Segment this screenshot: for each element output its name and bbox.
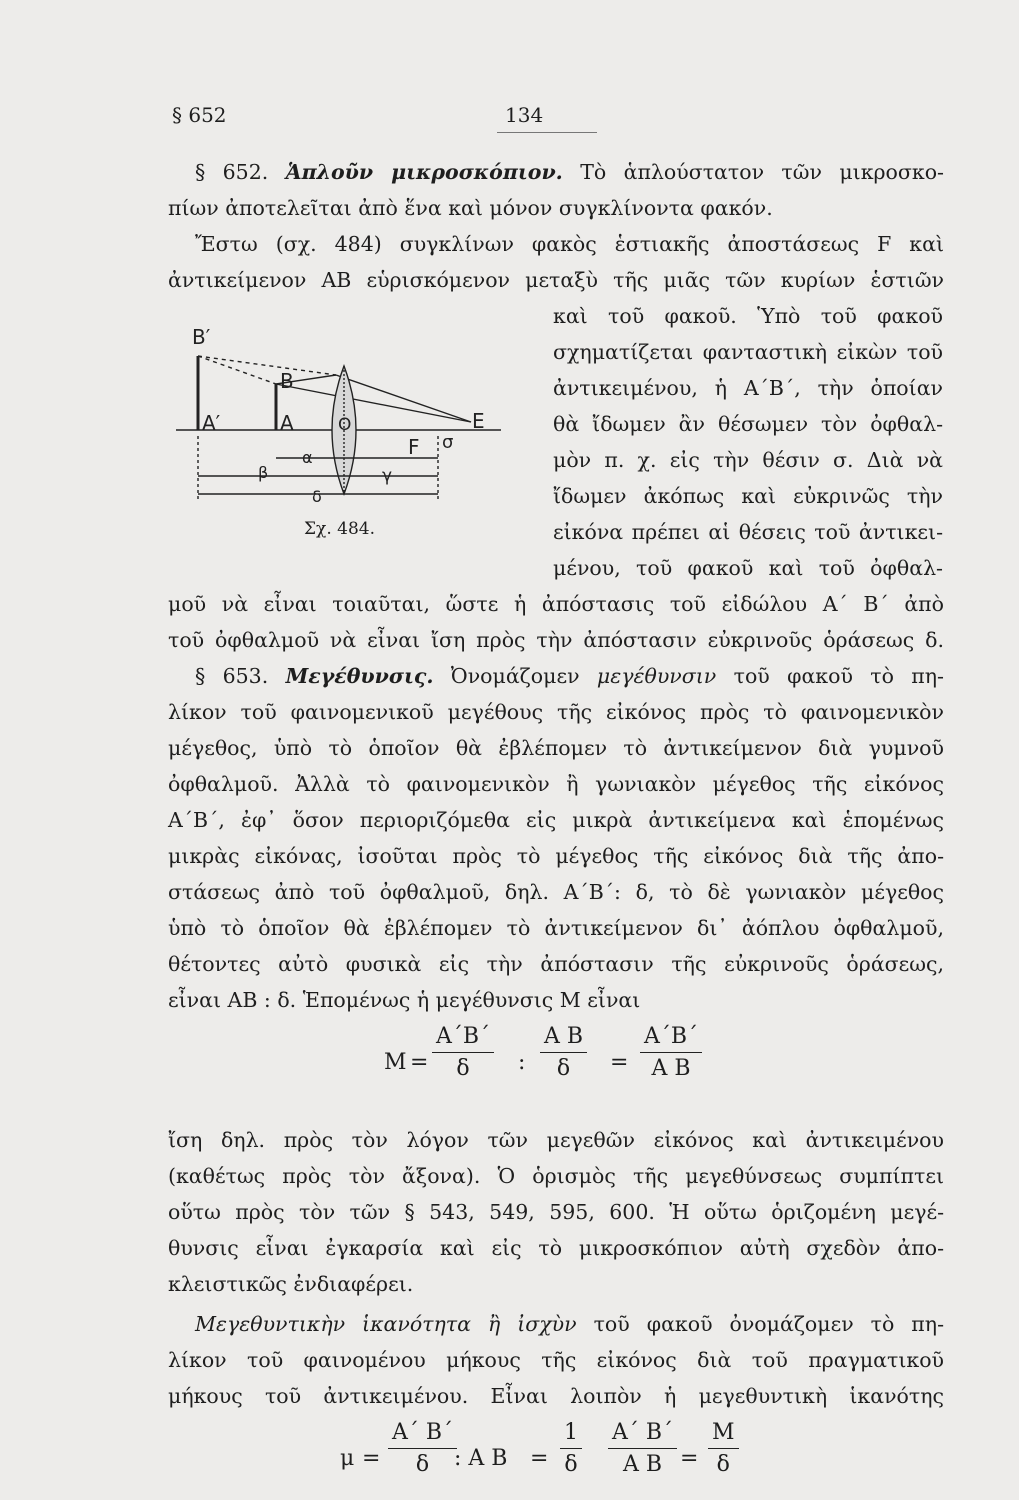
s653-line-3: μέγεθος, ὑπὸ τὸ ὁποῖον θὰ ἐβλέπομεν τὸ ἀντικείμενον διὰ γυμνοῦ [168,736,944,760]
s653-line-6: μικρὰς εἰκόνας, ἰσοῦται πρὸς τὸ μέγεθος τῆς εἰκόνος διὰ τῆς ἀπο- [168,844,944,868]
label-delta: δ [312,487,322,506]
s652-line-4: ἀντικείμενον ΑΒ εὑρισκόμενον μεταξὺ τῆς μιᾶς τῶν κυρίων ἑστιῶν [168,268,944,292]
s652-line-6: τοῦ ὀφθαλμοῦ νὰ εἶναι ἴση πρὸς τὴν ἀπόστασιν εὐκρινοῦς ὁράσεως δ. [168,628,944,652]
label-a: A [280,411,294,435]
figure-caption: Σχ. 484. [304,519,375,539]
s653-number: § 653. [195,664,269,688]
label-gamma: γ [382,466,393,486]
s652-line-1: § 652. Ἁπλοῦν μικροσκόπιον. Τὸ ἁπλούστατον τῶν μικροσκο- [195,160,944,184]
label-alpha: α [302,448,313,467]
label-sigma: σ [442,432,454,453]
s653-line-10: εἶναι ΑΒ : δ. Ἑπομένως ἡ μεγέθυνσις Μ εἶναι [168,988,641,1012]
s653-line-8: ὑπὸ τὸ ὁποῖον θὰ ἐβλέπομεν τὸ ἀντικείμενον δι᾽ ἀόπλου ὀφθαλμοῦ, [168,916,944,940]
label-beta: β [258,463,269,482]
power-line-1: Μεγεθυντικὴν ἱκανότητα ἢ ἰσχὺν τοῦ φακοῦ ὀνομάζομεν τὸ πη- [195,1312,944,1336]
s653-line-13: οὕτω πρὸς τὸν τῶν § 543, 549, 595, 600. Ἡ οὕτω ὁριζομένη μεγέ- [168,1200,944,1224]
virtual-ray-2 [198,356,336,375]
label-f: F [408,435,420,459]
s652-narrow-8: μένου, τοῦ φακοῦ καὶ τοῦ ὀφθαλ- [553,556,943,580]
s653-line-15: κλειστικῶς ἐνδιαφέρει. [168,1272,414,1296]
s653-line-7: στάσεως ἀπὸ τοῦ ὀφθαλμοῦ, δηλ. Α΄Β΄: δ, τὸ δὲ γωνιακὸν μέγεθος [168,880,944,904]
label-a-prime: A′ [202,411,221,435]
s653-line-1: § 653. Μεγέθυνσις. Ὀνομάζομεν μεγέθυνσιν τοῦ φακοῦ τὸ πη- [195,664,944,688]
s652-narrow-3: ἀντικειμένου, ἡ Α΄Β΄, τὴν ὁποίαν [553,376,943,400]
s652-narrow-7: εἰκόνα πρέπει αἱ θέσεις τοῦ ἀντικει- [553,520,943,544]
s653-heading: Μεγέθυνσις. [285,664,434,688]
ray-refracted [336,375,471,422]
s653-line-11: ἴση δηλ. πρὸς τὸν λόγον τῶν μεγεθῶν εἰκόνος καὶ ἀντικειμένου [168,1128,944,1152]
s652-narrow-4: θὰ ἴδωμεν ἂν θέσωμεν τὸν ὀφθαλ- [553,412,943,436]
s652-narrow-1: καὶ τοῦ φακοῦ. Ὑπὸ τοῦ φακοῦ [553,304,943,328]
s652-narrow-5: μὸν π. χ. εἰς τὴν θέσιν σ. Διὰ νὰ [553,448,943,472]
s653-line-2: λίκον τοῦ φαινομενικοῦ μεγέθους τῆς εἰκόνος πρὸς τὸ φαινομενικὸν [168,700,944,724]
header-rule [497,132,597,133]
power-line-3: μήκους τοῦ ἀντικειμένου. Εἶναι λοιπὸν ἡ μεγεθυντικὴ ἱκανότης [168,1384,944,1408]
label-o: O [338,415,352,435]
running-header-section: § 652 [172,103,227,127]
ray-center [276,384,471,422]
s653-line-5: Α΄Β΄, ἐφ᾽ ὅσον περιοριζόμεθα εἰς μικρὰ ἀντικείμενα καὶ ἑπομένως [168,808,944,832]
s653-line-4: ὀφθαλμοῦ. Ἀλλὰ τὸ φαινομενικὸν ἢ γωνιακὸν μέγεθος τῆς εἰκόνος [168,772,944,796]
label-b: B [280,369,294,393]
page-number: 134 [505,103,544,127]
book-page: § 652 134 § 652. Ἁπλοῦν μικροσκόπιον. Τὸ ἁπλούστατον τῶν μικροσκο- πίων ἀποτελεῖται ἀπὸ ἕνα καὶ μόνον συγκλίνοντα φακόν. Ἔστω (σχ. 484) συγκλίνων φακὸς ἑστιακῆς ἀποστάσεως F καὶ ἀντικείμενον ΑΒ εὑρισκόμενον μεταξὺ τῆς μιᾶς τῶν κυρίων ἑστιῶν καὶ τοῦ φακοῦ. Ὑπὸ τοῦ φακοῦ σχηματίζεται φανταστικὴ εἰκὼν τοῦ ἀντικειμένου, ἡ Α΄Β΄, τὴν ὁποίαν θὰ ἴδωμεν ἂν θέσωμεν τὸν ὀφθαλ- μὸν π. χ. εἰς τὴν θέσιν σ. Διὰ νὰ ἴδωμεν ἀκόπως καὶ εὐκρινῶς τὴν εἰκόνα πρέπει αἱ θέσεις τοῦ ἀντικει- μένου, τοῦ φακοῦ καὶ τοῦ ὀφθαλ- μοῦ νὰ εἶναι τοιαῦται, ὥστε ἡ ἀπόστασις τοῦ εἰδώλου Α΄ Β΄ ἀπὸ τοῦ ὀφθαλμοῦ νὰ εἶναι ἴση πρὸς τὴν ἀπόστασιν εὐκρινοῦς ὁράσεως δ. B′ B A′ A O E F σ α β γ δ Σχ. 484. § 653. Μεγέθυνσις. Ὀνομάζομεν μεγέθυνσιν τοῦ φακοῦ τὸ πη- λίκον τοῦ φαινομενικοῦ μεγέθους τῆς εἰκόνος πρὸς τὸ φαινομενικὸν μέγεθος, ὑπὸ τὸ ὁποῖον θὰ ἐβλέπομεν τὸ ἀντικείμενον διὰ γυμνοῦ ὀφθαλμοῦ. Ἀλλὰ τὸ φαινομενικὸν ἢ γωνιακὸν μέγεθος τῆς εἰκόνος Α΄Β΄, ἐφ᾽ ὅσον περιοριζόμεθα εἰς μικρὰ ἀντικείμενα καὶ ἑπομένως μικρὰς εἰκόνας, ἰσοῦται πρὸς τὸ μέγεθος τῆς εἰκόνος διὰ τῆς ἀπο- στάσεως ἀπὸ τοῦ ὀφθαλμοῦ, δηλ. Α΄Β΄: δ, τὸ δὲ γωνιακὸν μέγεθος ὑπὸ τὸ ὁποῖον θὰ ἐβλέπομεν τὸ ἀντικείμενον δι᾽ ἀόπλου ὀφθαλμοῦ, θέτοντες αὐτὸ φυσικὰ εἰς τὴν ἀπόστασιν τῆς εὐκρινοῦς ὁράσεως, εἶναι ΑΒ : δ. Ἑπομένως ἡ μεγέθυνσις Μ εἶναι M = $\frac{A΄B΄}{\delta}$ : $\frac{\text{A B}}{\delta}$ = $\frac{A΄B΄}{\text{A B}}$ ἴση δηλ. πρὸς τὸν λόγον τῶν μεγεθῶν εἰκόνος καὶ ἀντικειμένου (καθέτως πρὸς τὸν ἄξονα). Ὁ ὁρισμὸς τῆς μεγεθύνσεως συμπίπτει οὕτω πρὸς τὸν τῶν § 543, 549, 595, 600. Ἡ οὕτω ὁριζομένη μεγέ- θυνσις εἶναι ἐγκαρσία καὶ εἰς τὸ μικροσκόπιον αὐτὴ σχεδὸν ἀπο- κλειστικῶς ἐνδιαφέρει. Μεγεθυντικὴν ἱκανότητα ἢ ἰσχὺν τοῦ φακοῦ ὀνομάζομεν τὸ πη- λίκον τοῦ φαινομένου μήκους τῆς εἰκόνος διὰ τοῦ πραγματικοῦ μήκους τοῦ ἀντικειμένου. Εἶναι λοιπὸν ἡ μεγεθυντικὴ ἱκανότης μ = $\frac{A΄ B΄}{\delta}$ : A B = $\frac{1}{\delta}$ $\frac{A΄ B΄}{\text{A B}}$ = $\frac{M}{\delta}$ [168,103,944,1477]
s652-narrow-6: ἴδωμεν ἀκόπως καὶ εὐκρινῶς τὴν [553,484,943,508]
s653-line-14: θυνσις εἶναι ἐγκαρσία καὶ εἰς τὸ μικροσκόπιον αὐτὴ σχεδὸν ἀπο- [168,1236,944,1260]
s652-line-5: μοῦ νὰ εἶναι τοιαῦται, ὥστε ἡ ἀπόστασις τοῦ εἰδώλου Α΄ Β΄ ἀπὸ [168,592,944,616]
s652-line-3: Ἔστω (σχ. 484) συγκλίνων φακὸς ἑστιακῆς ἀποστάσεως F καὶ [195,232,944,256]
power-line-2: λίκον τοῦ φαινομένου μήκους τῆς εἰκόνος διὰ τοῦ πραγματικοῦ [168,1348,944,1372]
s652-heading: Ἁπλοῦν μικροσκόπιον. [285,160,563,184]
s652-narrow-2: σχηματίζεται φανταστικὴ εἰκὼν τοῦ [553,340,943,364]
s653-line-12: (καθέτως πρὸς τὸν ἄξονα). Ὁ ὁρισμὸς τῆς μεγεθύνσεως συμπίπτει [168,1164,944,1188]
s652-line-2: πίων ἀποτελεῖται ἀπὸ ἕνα καὶ μόνον συγκλίνοντα φακόν. [168,196,773,220]
label-b-prime: B′ [192,325,211,349]
power-term: Μεγεθυντικὴν ἱκανότητα ἢ ἰσχὺν [195,1312,577,1336]
s652-number: § 652. [195,160,269,184]
s653-line-9: θέτοντες αὐτὸ φυσικὰ εἰς τὴν ἀπόστασιν τῆς εὐκρινοῦς ὁράσεως, [168,952,944,976]
virtual-ray-1 [198,356,276,384]
label-e: E [472,409,485,433]
figure-484-lens-diagram [176,318,506,518]
